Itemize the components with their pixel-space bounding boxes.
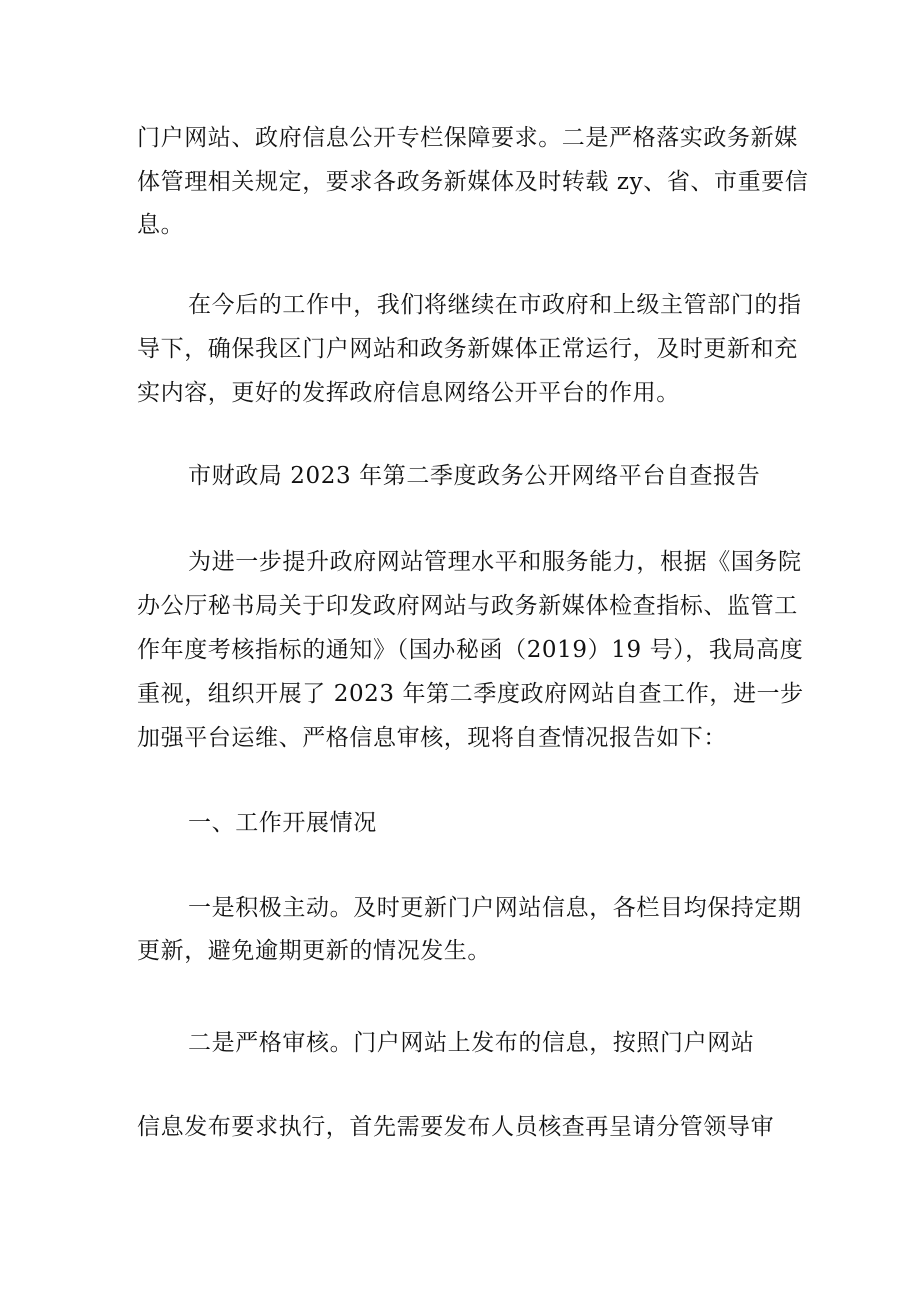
- paragraph-line: 一是积极主动。及时更新门户网站信息，各栏目均保持定期: [188, 895, 802, 921]
- paragraph-line: 为进一步提升政府网站管理水平和服务能力，根据《国务院: [188, 549, 802, 575]
- paragraph-line: 加强平台运维、严格信息审核，现将自查情况报告如下：: [137, 725, 727, 751]
- paragraph-line: 办公厅秘书局关于印发政府网站与政务新媒体检查指标、监管工: [137, 593, 798, 619]
- paragraph-line: 重视，组织开展了 2023 年第二季度政府网站自查工作，进一步: [137, 681, 804, 707]
- paragraph-line: 二是严格审核。门户网站上发布的信息，按照门户网站: [188, 1030, 755, 1056]
- section-heading: 一、工作开展情况: [188, 810, 377, 836]
- paragraph-line: 导下，确保我区门户网站和政务新媒体正常运行，及时更新和充: [137, 336, 798, 362]
- paragraph-line: 门户网站、政府信息公开专栏保障要求。二是严格落实政务新媒: [137, 125, 798, 151]
- paragraph-line: 体管理相关规定，要求各政务新媒体及时转载 zy、省、市重要信: [137, 169, 809, 195]
- paragraph-line: 更新，避免逾期更新的情况发生。: [137, 938, 491, 964]
- paragraph-line: 作年度考核指标的通知》（国办秘函（2019）19 号），我局高度: [137, 637, 804, 663]
- paragraph-line: 在今后的工作中，我们将继续在市政府和上级主管部门的指: [188, 292, 802, 318]
- paragraph-line: 息。: [137, 212, 185, 238]
- report-title: 市财政局 2023 年第二季度政务公开网络平台自查报告: [188, 463, 761, 489]
- paragraph-line: 实内容，更好的发挥政府信息网络公开平台的作用。: [137, 380, 680, 406]
- paragraph-line: 信息发布要求执行，首先需要发布人员核查再呈请分管领导审: [137, 1114, 775, 1140]
